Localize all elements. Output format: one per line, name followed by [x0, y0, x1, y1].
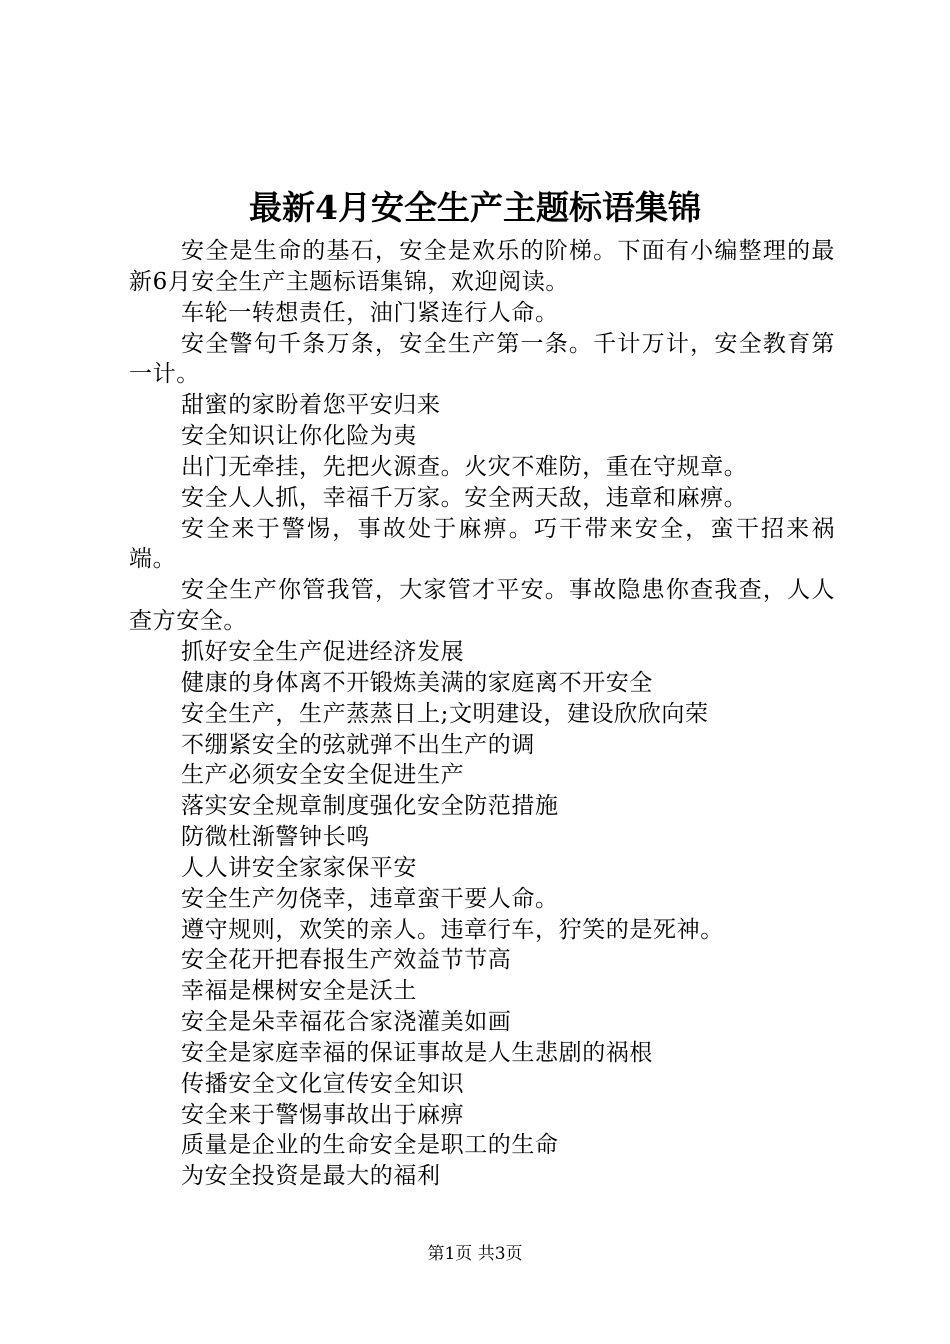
page-indicator: 第1页 共3页	[427, 1244, 523, 1264]
paragraph: 安全生产，生产蒸蒸日上;文明建设，建设欣欣向荣	[181, 700, 709, 727]
paragraph: 安全生产勿侥幸，违章蛮干要人命。	[181, 885, 559, 912]
paragraph: 防微杜渐警钟长鸣	[181, 824, 370, 851]
document-title: 最新4月安全生产主题标语集锦	[249, 188, 701, 227]
paragraph: 抓好安全生产促进经济发展	[181, 638, 465, 665]
paragraph: 落实安全规章制度强化安全防范措施	[181, 793, 559, 820]
paragraph: 安全是朵幸福花合家浇灌美如画	[181, 1009, 512, 1036]
paragraph: 安全人人抓，幸福千万家。安全两天敌，违章和麻痹。	[181, 484, 748, 511]
paragraph: 安全来于警惕，事故处于麻痹。巧干带来安全，蛮干招来祸端。	[129, 515, 835, 573]
paragraph: 安全来于警惕事故出于麻痹	[181, 1101, 465, 1128]
document-body	[129, 236, 835, 1192]
paragraph: 车轮一转想责任，油门紧连行人命。	[181, 299, 559, 326]
paragraph: 出门无牵挂，先把火源查。火灾不难防，重在守规章。	[181, 453, 748, 480]
paragraph: 安全知识让你化险为夷	[181, 423, 417, 450]
paragraph: 生产必须安全安全促进生产	[181, 762, 465, 789]
paragraph: 人人讲安全家家保平安	[181, 854, 417, 881]
paragraph: 甜蜜的家盼着您平安归来	[181, 392, 441, 419]
paragraph: 安全是家庭幸福的保证事故是人生悲剧的祸根	[181, 1039, 653, 1066]
paragraph: 健康的身体离不开锻炼美满的家庭离不开安全	[181, 669, 653, 696]
paragraph: 为安全投资是最大的福利	[181, 1163, 441, 1190]
paragraph: 传播安全文化宣传安全知识	[181, 1070, 465, 1097]
paragraph: 安全花开把春报生产效益节节高	[181, 947, 512, 974]
paragraph: 质量是企业的生命安全是职工的生命	[181, 1132, 559, 1159]
paragraph: 幸福是棵树安全是沃土	[181, 978, 417, 1005]
paragraph: 遵守规则，欢笑的亲人。违章行车，狞笑的是死神。	[181, 916, 724, 943]
paragraph: 安全是生命的基石，安全是欢乐的阶梯。下面有小编整理的最新6月安全生产主题标语集锦，欢迎阅读。	[129, 238, 835, 295]
paragraph: 不绷紧安全的弦就弹不出生产的调	[181, 731, 535, 758]
paragraph: 安全生产你管我管，大家管才平安。事故隐患你查我查，人人查方安全。	[129, 577, 835, 635]
paragraph: 安全警句千条万条，安全生产第一条。千计万计，安全教育第一计。	[129, 330, 835, 388]
